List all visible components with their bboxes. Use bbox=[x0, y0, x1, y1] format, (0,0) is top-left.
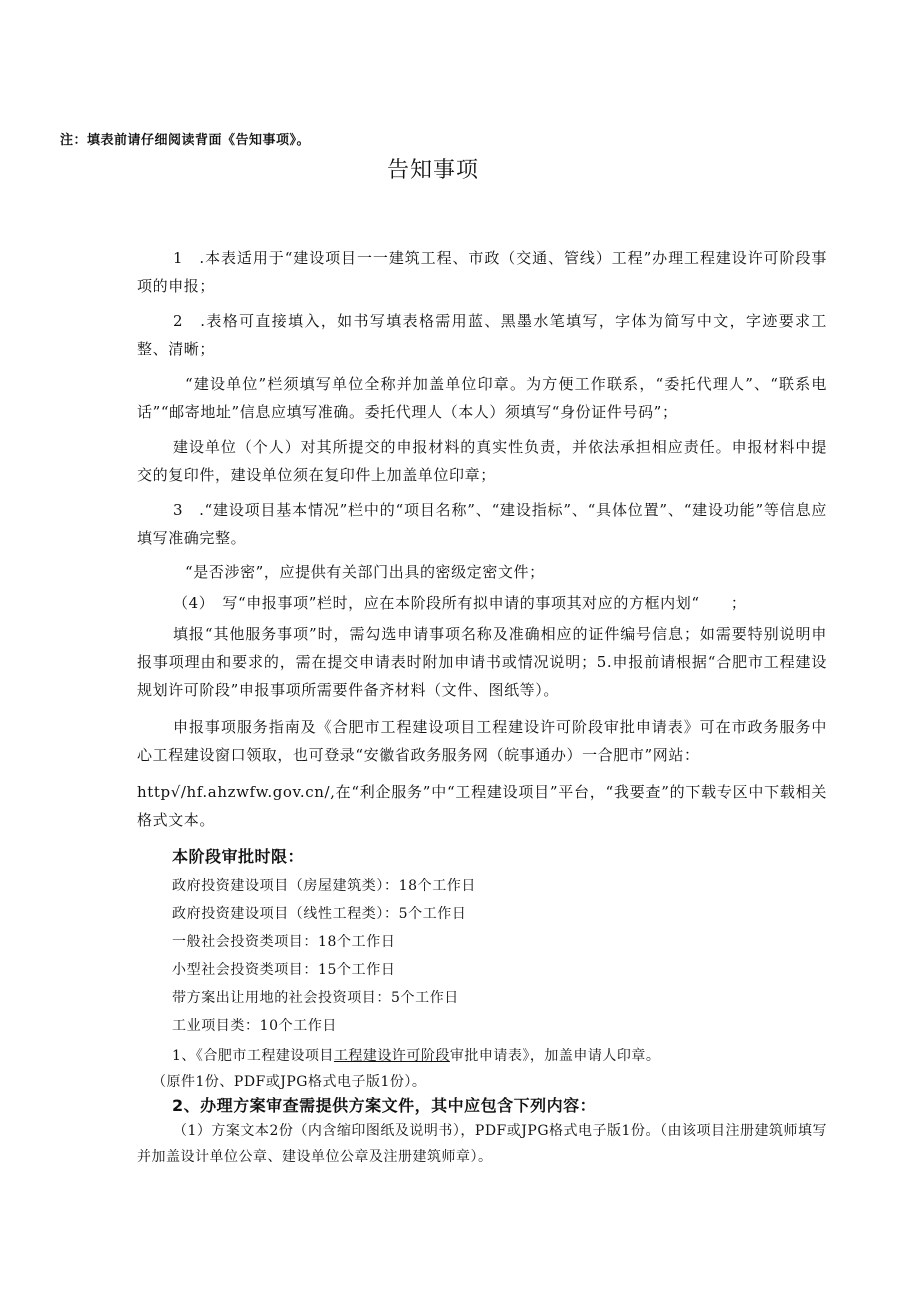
requirement-1-prefix: 1、《合肥市工程建设项目 bbox=[172, 1048, 334, 1064]
time-limit-item: 政府投资建设项目（房屋建筑类）：18个工作日 bbox=[172, 878, 477, 894]
requirement-2-text: （1）方案文本2份（内含缩印图纸及说明书），PDF或JPG格式电子版1份。（由该项目注册建筑师填写并加盖设计单位公章、建设单位公章及注册建筑师章）。 bbox=[137, 1123, 827, 1165]
paragraph-other-services: 填报“其他服务事项”时，需勾选申请事项名称及准确相应的证件编号信息；如需要特别说明申报事项理由和要求的，需在提交申请表时附加申请书或情况说明；5.申报前请根据“合肥市工程建设规划许可阶段”申报事项所需要件备齐材料（文件、图纸等）。 bbox=[137, 625, 827, 699]
paragraph-project-info: 3 .“建设项目基本情况”栏中的“项目名称”、“建设指标”、“具体位置”、“建设功能”等信息应填写准确完整。 bbox=[137, 501, 827, 547]
page-title: 告知事项 bbox=[386, 158, 479, 183]
requirement-2-heading: 2、办理方案审查需提供方案文件，其中应包含下列内容： bbox=[172, 1096, 597, 1115]
paragraph-application-items: （4） 写“申报事项”栏时，应在本阶段所有拟申请的事项其对应的方框内划“ ； bbox=[173, 594, 747, 612]
time-limit-item: 工业项目类：10个工作日 bbox=[172, 1018, 338, 1034]
paragraph-scope: 1 .本表适用于“建设项目一一建筑工程、市政（交通、管线）工程”办理工程建设许可阶段事项的申报； bbox=[137, 249, 827, 295]
website-url-line: http√/hf.ahzwfw.gov.cn/,在“利企服务”中“工程建设项目”平台，“我要查”的下载专区中下载相关格式文本。 bbox=[137, 783, 827, 829]
time-limit-item: 一般社会投资类项目：18个工作日 bbox=[172, 934, 396, 950]
paragraph-responsibility: 建设单位（个人）对其所提交的申报材料的真实性负责，并依法承担相应责任。申报材料中提交的复印件，建设单位须在复印件上加盖单位印章； bbox=[137, 438, 827, 484]
time-limit-item: 政府投资建设项目（线性工程类）：5个工作日 bbox=[172, 906, 467, 922]
requirement-1-suffix: 审批申请表》，加盖申请人印章。 bbox=[449, 1048, 661, 1064]
requirement-1-underlined: 工程建设许可阶段 bbox=[333, 1048, 450, 1064]
requirement-1-note: （原件1份、PDF或JPG格式电子版1份）。 bbox=[152, 1074, 427, 1090]
paragraph-confidential: “是否涉密”，应提供有关部门出具的密级定密文件； bbox=[185, 563, 545, 581]
requirement-1 bbox=[172, 1045, 660, 1065]
time-limit-item: 带方案出让用地的社会投资项目：5个工作日 bbox=[172, 990, 459, 1006]
time-limit-item: 小型社会投资类项目：15个工作日 bbox=[172, 962, 396, 978]
paragraph-filling: 2 .表格可直接填入，如书写填表格需用蓝、黑墨水笔填写，字体为简写中文，字迹要求工整、清晰； bbox=[137, 312, 827, 358]
paragraph-service-guide: 申报事项服务指南及《合肥市工程建设项目工程建设许可阶段审批申请表》可在市政务服务中心工程建设窗口领取，也可登录“安徽省政务服务网（皖事通办）一合肥市”网站： bbox=[137, 718, 827, 764]
paragraph-construction-unit: “建设单位”栏须填写单位全称并加盖单位印章。为方便工作联系，“委托代理人”、“联系电话”“邮寄地址”信息应填写准确。委托代理人（本人）须填写“身份证件号码”； bbox=[137, 375, 827, 421]
form-note: 注：填表前请仔细阅读背面《告知事项》。 bbox=[60, 133, 311, 148]
time-limit-heading: 本阶段审批时限： bbox=[172, 847, 305, 866]
